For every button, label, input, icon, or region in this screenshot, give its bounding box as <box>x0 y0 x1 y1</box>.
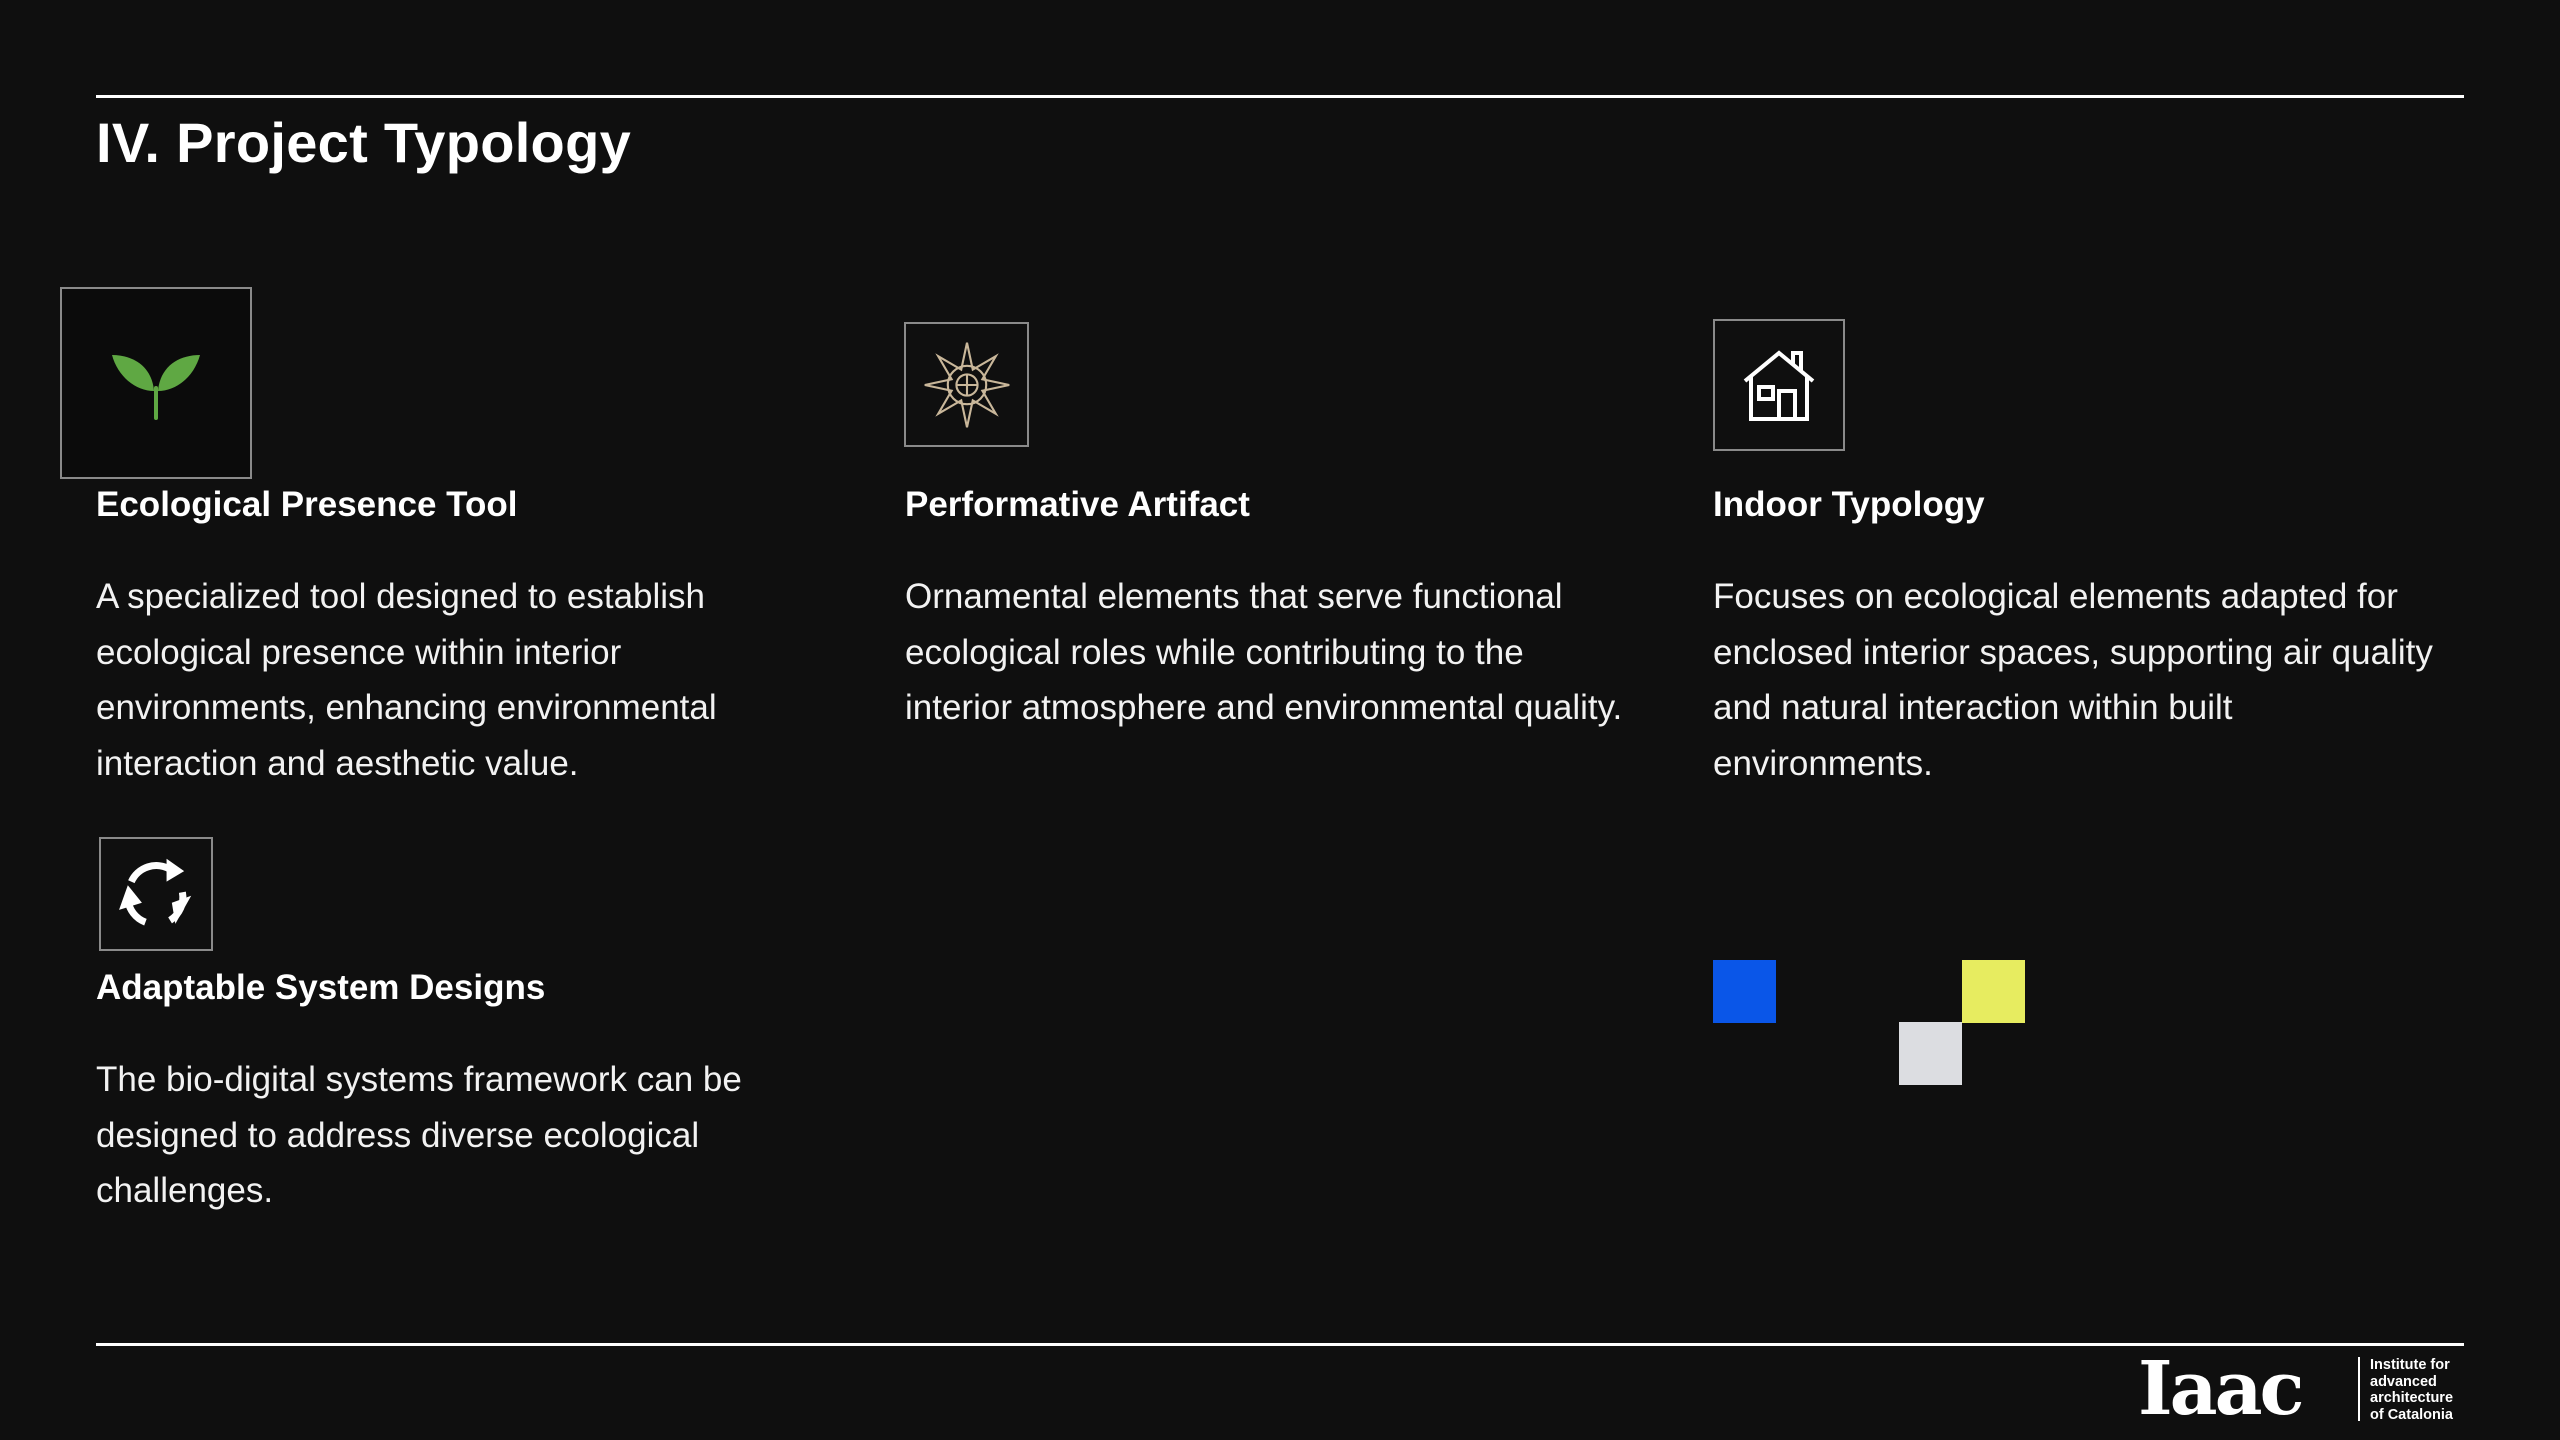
card-body-indoor-typology: Focuses on ecological elements adapted for enclosed interior spaces, supporting air quality and natural interaction within built environments. <box>1713 577 2433 783</box>
card-title-ecological-presence-tool: Ecological Presence Tool <box>96 485 518 524</box>
card-title-indoor-typology: Indoor Typology <box>1713 485 1985 524</box>
logo-separator <box>2358 1357 2360 1421</box>
logo-text-line: advanced <box>2370 1373 2437 1390</box>
house-icon <box>1713 319 1845 451</box>
card-body-performative-artifact: Ornamental elements that serve functional ecological roles while contributing to the interior atmosphere and environmental quality. <box>905 577 1623 727</box>
ornament-icon <box>904 322 1029 447</box>
card-title-performative-artifact: Performative Artifact <box>905 485 1250 524</box>
card-title-adaptable-system-designs: Adaptable System Designs <box>96 968 546 1007</box>
iaac-logo <box>2138 1346 2468 1432</box>
sprout-icon <box>60 287 252 479</box>
top-divider <box>96 95 2464 98</box>
bottom-divider <box>96 1343 2464 1346</box>
grey-square <box>1899 1022 1962 1085</box>
card-body-adaptable-system-designs: The bio-digital systems framework can be designed to address diverse ecological challenges. <box>96 1060 742 1210</box>
cycle-arrows-icon <box>99 837 213 951</box>
page-title: IV. Project Typology <box>96 111 632 174</box>
logo-text <box>2370 1357 2470 1423</box>
yellow-square <box>1962 960 2025 1023</box>
logo-text-line: Institute for <box>2370 1357 2450 1373</box>
logo-mark: Iaac <box>2138 1346 2302 1432</box>
logo-text-line: architecture <box>2370 1390 2454 1406</box>
blue-square <box>1713 960 1776 1023</box>
card-body-ecological-presence-tool: A specialized tool designed to establish ecological presence within interior environments, enhancing environmental interaction and aesthetic value. <box>96 577 717 783</box>
logo-text-line: of Catalonia <box>2370 1406 2453 1423</box>
